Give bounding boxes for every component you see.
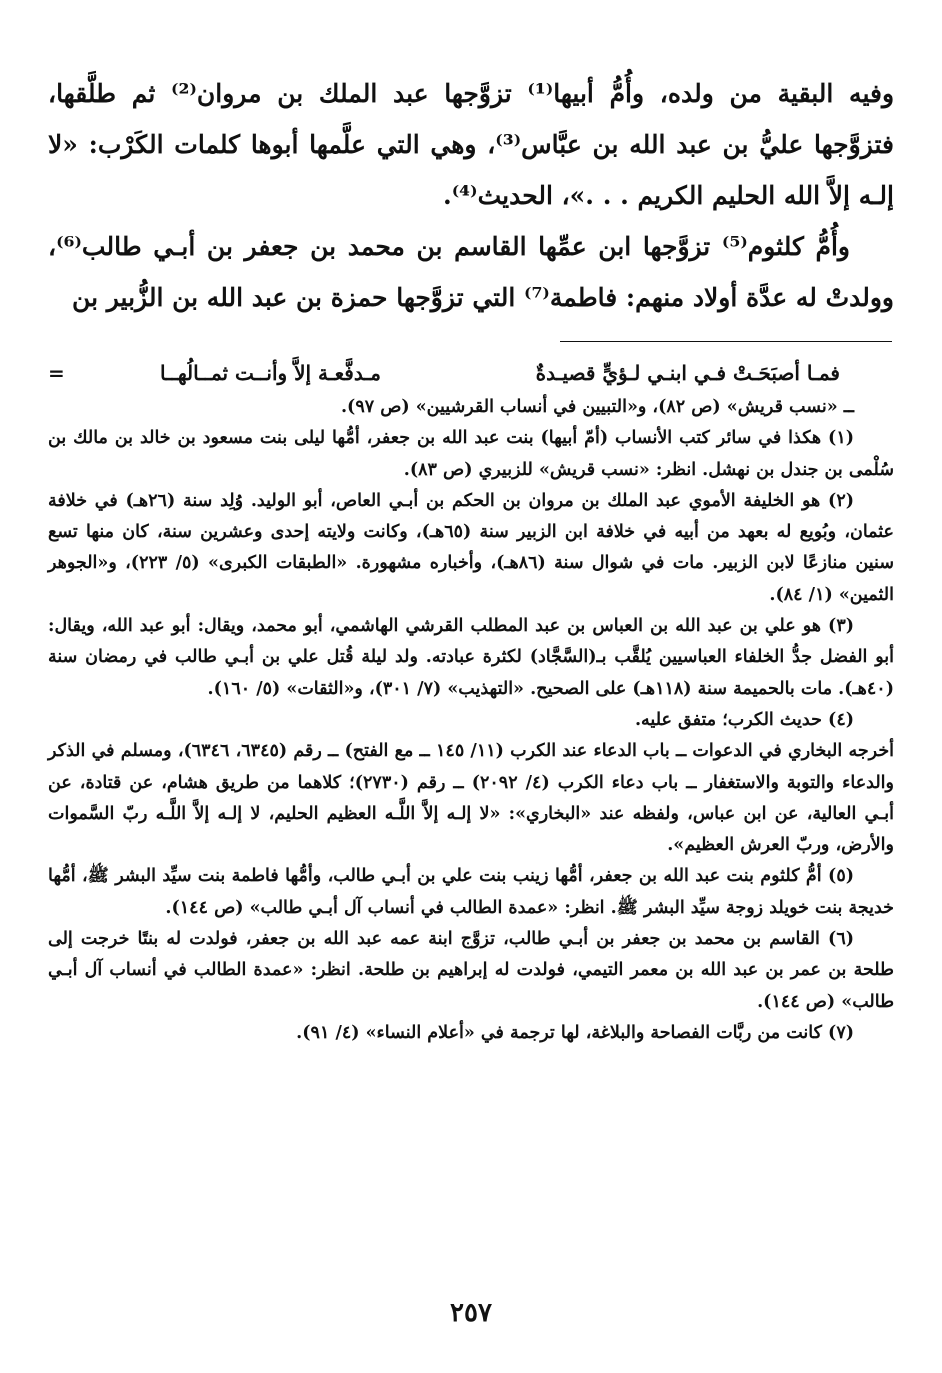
- footnote-6: (٦) القاسم بن محمد بن جعفر بن أبـي طالب، تزوَّج ابنة عمه عبد الله بن جعفر، فولدت له بنتًا خرجت إلى طلحة بن عمر بن عبد الله بن معمر التيمي، فولدت له إبراهيم بن طلحة. انظر: «عمدة الطالب في أنساب آل أبـي طالب» (ص ١٤٤).: [48, 929, 894, 1012]
- footnote-1: (١) هكذا في سائر كتب الأنساب (أمّ أبيها) بنت عبد الله بن جعفر، أمُّها ليلى بنت مسعود بن خالد بن مالك بن سُلْمى بن جندل بن نهشل. انظر: «نسب قريش» للزبيري (ص ٨٣).: [48, 428, 894, 480]
- verse-hemistich-first: فمـا أصبَحَـتْ فـي ابنـي لـؤيٍّ قصيـدةٌ: [535, 361, 840, 385]
- footnote-separator: [560, 341, 892, 342]
- footnote-4-title: (٤) حديث الكرب؛ متفق عليه.: [634, 709, 854, 730]
- footnote-2: (٢) هو الخليفة الأموي عبد الملك بن مروان بن الحكم بن أبـي العاص، أبو الوليد. وُلِد سنة (٢٦هـ) في خلافة عثمان، وبُويع له بعهد من أبيه في خلافة ابن الزبير سنة (٦٥هـ)، وكانت ولايته إحدى وعشرين سنة، كان منها تسع سنين منازعًا لابن الزبير. مات في شوال سنة (٨٦هـ)، وأخباره مشهورة. «الطبقات الكبرى» (٥/ ٢٢٣)، و«الجوهر الثمين» (١/ ٨٤).: [48, 490, 894, 605]
- footnote-3: (٣) هو علي بن عبد الله بن العباس بن عبد المطلب القرشي الهاشمي، أبو محمد، ويقال: أبو عبد الله، ويقال: أبو الفضل جدُّ الخلفاء العباسيين يُلقَّب بـ(السَّجَّاد) لكثرة عبادته. ولد ليلة قُتل علي بن أبـي طالب في رمضان سنة (٤٠هـ). مات بالحميمة سنة (١١٨هـ) على الصحيح. «التهذيب» (٧/ ٣٠١)، و«الثقات» (٥/ ١٦٠).: [48, 616, 894, 699]
- verse-hemistich-second: مـدفَّعـة إلاَّ وأنــت ثمــالُهــا: [160, 361, 381, 385]
- footnotes: [48, 392, 894, 1049]
- footnote-4-body: أخرجه البخاري في الدعوات ــ باب الدعاء عند الكرب (١١/ ١٤٥ ــ مع الفتح) ــ رقم (٦٣٤٥، ٦٣٤٦)، ومسلم في الذكر والدعاء والتوبة والاستغفار ــ باب دعاء الكرب (٤/ ٢٠٩٢) ــ رقم (٢٧٣٠)؛ كلاهما من طريق هشام، عن قتادة، عن أبـي العالية، عن ابن عباس، ولفظه عند «البخاري»: «لا إلـه إلاَّ اللَّـه العظيم الحليم، لا إلـه إلاَّ اللَّـه ربّ السَّموات والأرض، وربّ العرش العظيم».: [48, 741, 895, 856]
- page-number: ٢٥٧: [450, 1298, 492, 1328]
- footnote-5: (٥) أمُّ كلثوم بنت عبد الله بن جعفر، أمُّها زينب بنت علي بن أبـي طالب، وأمُّها فاطمة بنت سيِّد البشر ﷺ، أمُّها خديجة بنت خويلد زوجة سيِّد البشر ﷺ. انظر: «عمدة الطالب في أنساب آل أبـي طالب» (ص ١٤٤).: [48, 866, 894, 918]
- main-paragraph-2: وأُمُّ كلثوم⁽⁵⁾ تزوَّجها ابن عمِّها القاسم بن محمد بن جعفر بن أبـي طالب⁽⁶⁾، وولدتْ له عدَّة أولاد منهم: فاطمة⁽⁷⁾ التي تزوَّجها حمزة بن عبد الله بن الزُّبير بن: [48, 232, 894, 312]
- main-paragraph-1: وفيه البقية من ولده، وأُمُّ أبيها⁽¹⁾ تزوَّجها عبد الملك بن مروان⁽²⁾ ثم طلَّقها، فتزوَّجها عليُّ بن عبد الله بن عبَّاس⁽³⁾، وهي التي علَّمها أبوها كلمات الكَرْب: «لا إلـه إلاَّ الله الحليم الكريم . . .»، الحديث⁽⁴⁾.: [48, 79, 895, 210]
- footnote-continuation: ــ «نسب قريش» (ص ٨٢)، و«التبيين في أنساب القرشيين» (ص ٩٧).: [340, 397, 854, 417]
- footnote-7: (٧) كانت من ربَّات الفصاحة والبلاغة، لها ترجمة في «أعلام النساء» (٤/ ٩١).: [296, 1022, 854, 1043]
- continuation-mark: =: [48, 361, 65, 385]
- main-text: [48, 68, 894, 323]
